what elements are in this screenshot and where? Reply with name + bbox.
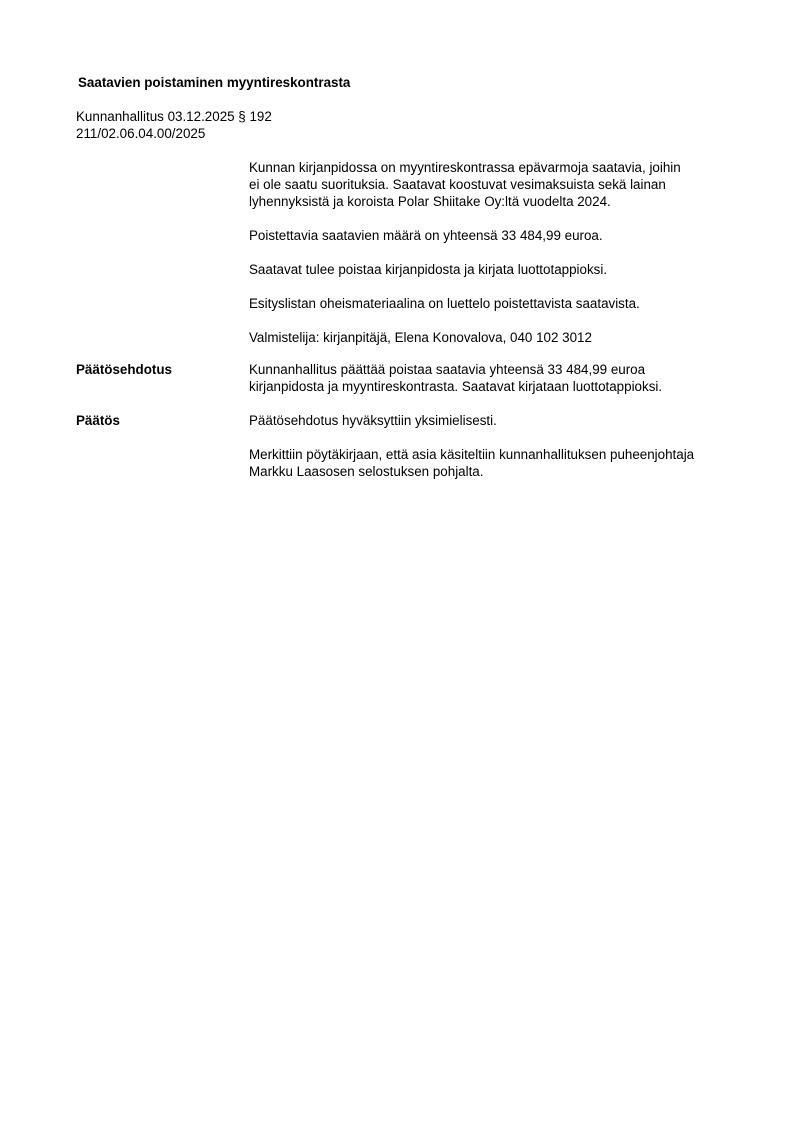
preparation-body xyxy=(249,159,738,346)
proposal-body xyxy=(249,361,738,395)
decision-paragraph: Päätösehdotus hyväksyttiin yksimielisesti. xyxy=(249,413,497,428)
meeting-meta xyxy=(76,108,272,142)
decision-body xyxy=(249,412,738,480)
preparation-paragraph: Poistettavia saatavien määrä on yhteensä 33 484,99 euroa. xyxy=(249,228,603,243)
decision-label: Päätös xyxy=(76,413,120,428)
proposal-label: Päätösehdotus xyxy=(76,362,172,377)
record-number: 211/02.06.04.00/2025 xyxy=(76,126,206,141)
preparation-paragraph: Kunnan kirjanpidossa on myyntireskontrassa epävarmoja saatavia, joihin ei ole saatu suorituksia. Saatavat koostuvat vesimaksuista sekä lainan lyhennyksistä ja koroista Polar Shiitake Oy:ltä vuodelta 2024. xyxy=(249,160,681,209)
decision-paragraph: Merkittiin pöytäkirjaan, että asia käsiteltiin kunnanhallituksen puheenjohtaja Markku Laasosen selostuksen pohjalta. xyxy=(249,447,695,479)
preparation-paragraph: Saatavat tulee poistaa kirjanpidosta ja kirjata luottotappioksi. xyxy=(249,262,608,277)
proposal-text: Kunnanhallitus päättää poistaa saatavia yhteensä 33 484,99 euroa kirjanpidosta ja myyntireskontrasta. Saatavat kirjataan luottotappioksi. xyxy=(249,362,663,394)
preparer-info: Valmistelija: kirjanpitäjä, Elena Konovalova, 040 102 3012 xyxy=(249,330,592,345)
document-title: Saatavien poistaminen myyntireskontrasta xyxy=(78,75,351,90)
preparation-paragraph: Esityslistan oheismateriaalina on luettelo poistettavista saatavista. xyxy=(249,296,640,311)
meeting-line: Kunnanhallitus 03.12.2025 § 192 xyxy=(76,109,272,124)
